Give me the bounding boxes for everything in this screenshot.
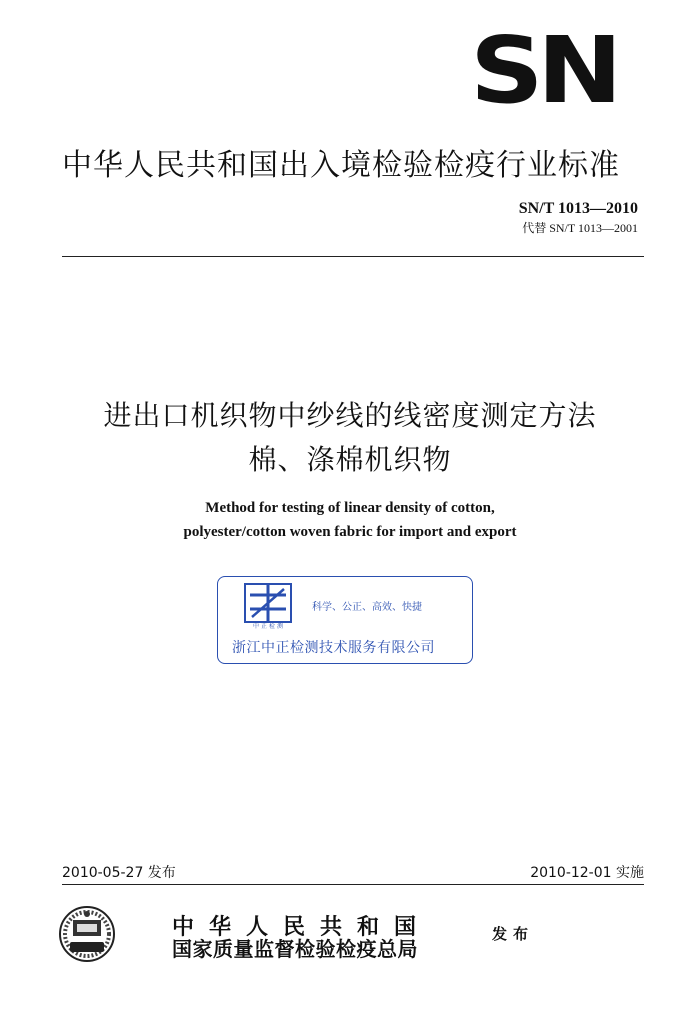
company-logo-caption: 中正检测 — [252, 623, 285, 630]
top-divider — [62, 256, 644, 257]
issuer-agency: 国家质量监督检验检疫总局 — [172, 939, 418, 961]
sn-logo-text: SN — [470, 30, 616, 108]
title-cn-line2: 棉、涤棉机织物 — [248, 443, 452, 476]
sn-logo — [468, 30, 618, 108]
issue-date: 2010-05-27 发布 — [62, 865, 176, 881]
bottom-divider — [62, 884, 644, 885]
title-cn-line1: 进出口机织物中纱线的线密度测定方法 — [103, 399, 597, 432]
title-en-line2: polyester/cotton woven fabric for import and export — [183, 524, 517, 540]
publish-label: 发布 — [492, 925, 535, 943]
company-stamp — [217, 576, 473, 664]
company-slogan: 科学、公正、高效、快捷 — [312, 602, 422, 613]
national-emblem-icon — [58, 900, 116, 968]
company-logo-icon — [244, 583, 292, 625]
title-en-line1: Method for testing of linear density of cotton, — [205, 500, 495, 516]
issuer-country: 中华人民共和国 — [172, 914, 432, 939]
implementation-date: 2010-12-01 实施 — [530, 865, 644, 881]
org-title: 中华人民共和国出入境检验检疫行业标准 — [62, 148, 620, 183]
replaces-standard: 代替 SN/T 1013—2001 — [522, 221, 638, 235]
company-name: 浙江中正检测技术服务有限公司 — [232, 640, 435, 656]
standard-number: SN/T 1013—2010 — [518, 200, 638, 217]
